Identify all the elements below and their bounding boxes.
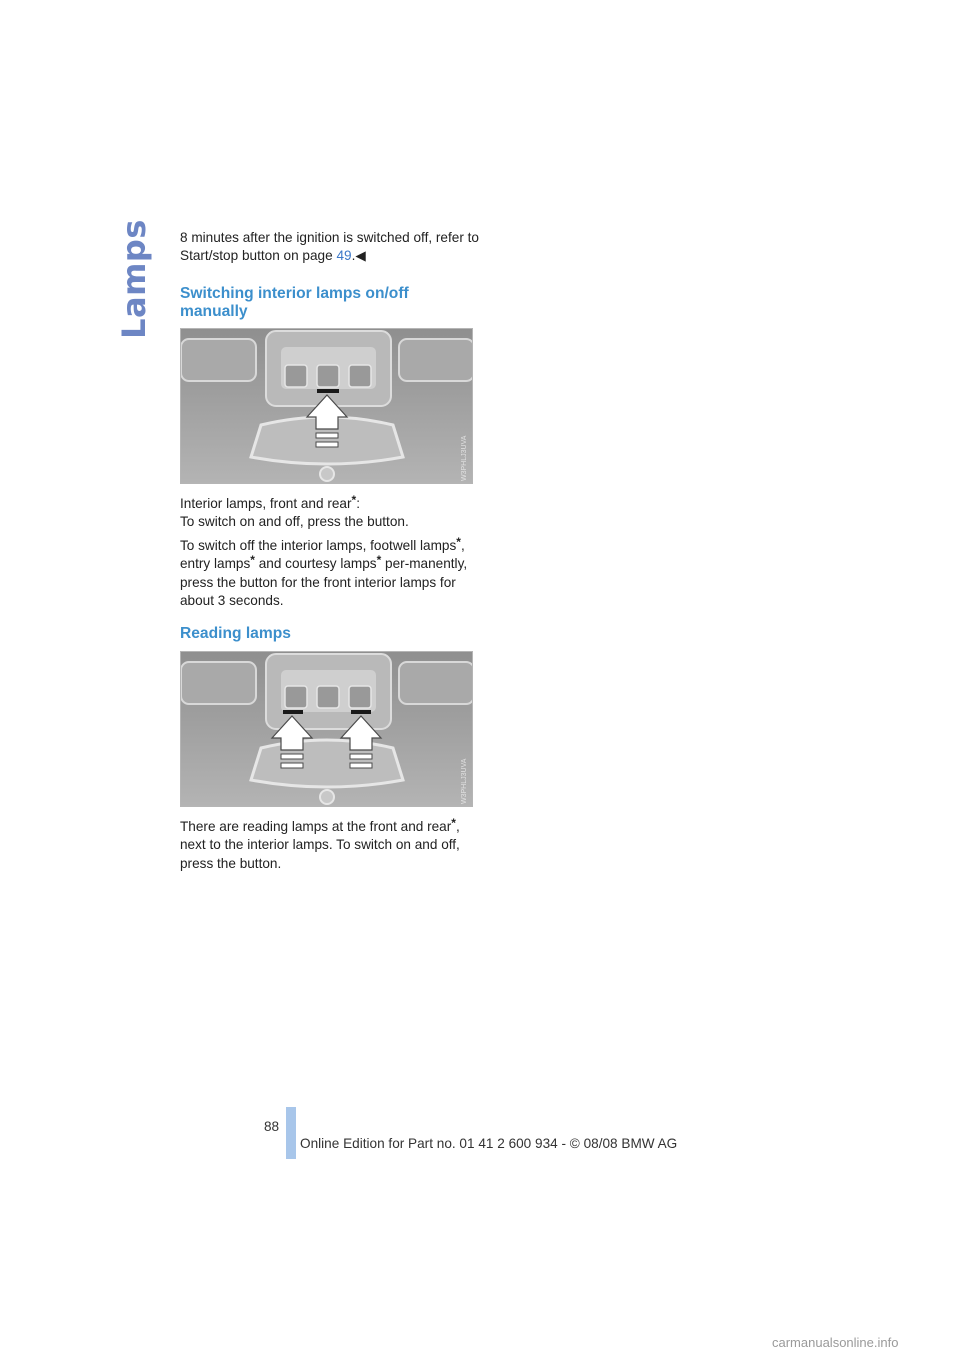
site-watermark: carmanualsonline.info (772, 1335, 899, 1350)
section-heading-interior-lamps: Switching interior lamps on/off manually (180, 285, 409, 320)
footer-accent-bar (286, 1107, 296, 1159)
sidebar-chapter-title: Lamps (115, 219, 153, 339)
caption-interior-lamps: Interior lamps, front and rear*: To switch on and off, press the button. (180, 493, 409, 530)
figure-code: W3PHLJ3UVA (461, 758, 468, 804)
paragraph-reading-lamps: There are reading lamps at the front and rear*, next to the interior lamps. To switch on and off, press the button. (180, 816, 460, 871)
page-number: 88 (264, 1119, 280, 1134)
page-link[interactable]: 49 (336, 248, 352, 264)
footer-edition-text: Online Edition for Part no. 01 41 2 600 934 - © 08/08 BMW AG (300, 1136, 678, 1151)
paragraph-switch-off-permanently: To switch off the interior lamps, footwell lamps*, entry lamps* and courtesy lamps* per-manently, press the button for the front interior lamps for about 3 seconds. (180, 535, 468, 609)
figure-reading-lamps (180, 651, 473, 807)
figure-interior-lamps (180, 328, 473, 484)
intro-paragraph: 8 minutes after the ignition is switched off, refer to Start/stop button on page 49.◀ (180, 230, 479, 264)
section-heading-reading-lamps: Reading lamps (180, 625, 291, 642)
figure-code: W3PHLJ3UVA (461, 435, 468, 481)
